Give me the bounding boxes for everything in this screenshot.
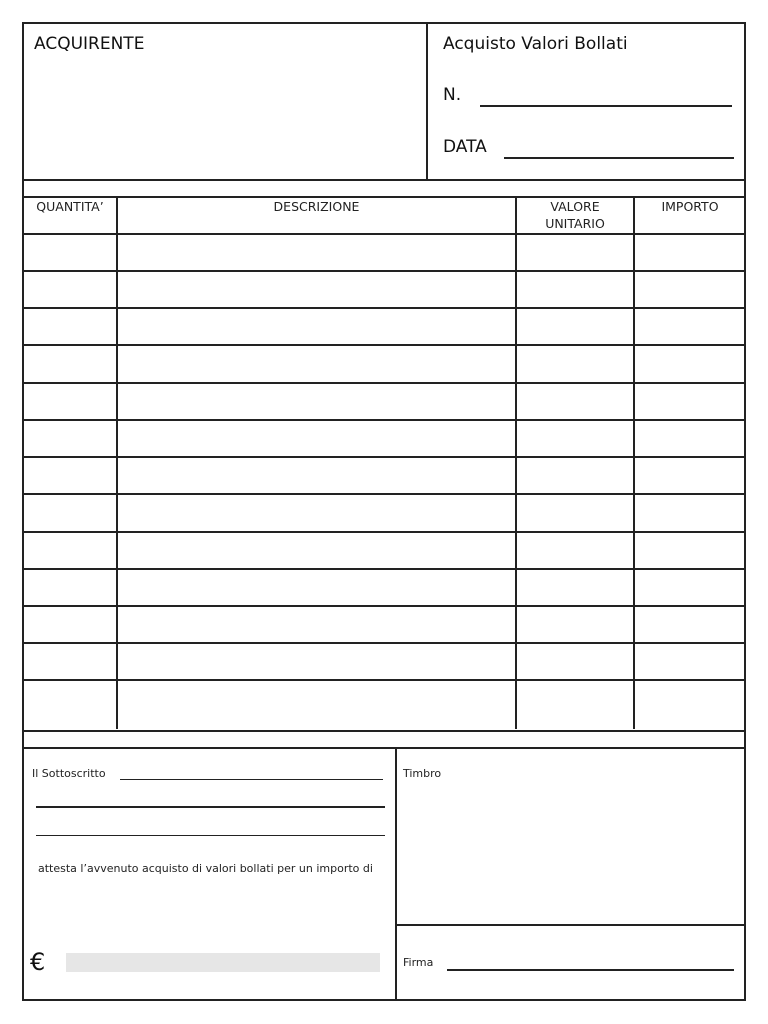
table-cell-importo[interactable] [635,570,745,605]
table-cell-descrizione[interactable] [118,570,515,605]
table-cell-descrizione[interactable] [118,346,515,382]
table-cell-importo[interactable] [635,533,745,568]
undersigned-line-3[interactable] [36,835,385,836]
header-divider [426,22,428,180]
table-cell-descrizione[interactable] [118,421,515,456]
table-cell-descrizione[interactable] [118,644,515,679]
header-separator [22,179,746,181]
table-cell-importo[interactable] [635,309,745,344]
euro-icon: € [30,948,46,976]
table-cell-quantita[interactable] [24,272,116,307]
table-cell-quantita[interactable] [24,384,116,419]
table-cell-importo[interactable] [635,644,745,679]
table-cell-valore-unitario[interactable] [517,533,633,568]
stamp-area[interactable] [397,749,744,924]
table-cell-valore-unitario[interactable] [517,235,633,270]
table-cell-descrizione[interactable] [118,235,515,270]
table-cell-importo[interactable] [635,458,745,493]
table-cell-quantita[interactable] [24,309,116,344]
table-cell-quantita[interactable] [24,235,116,270]
table-cell-quantita[interactable] [24,533,116,568]
form-title: Acquisto Valori Bollati [443,34,628,54]
column-header-quantita: QUANTITA’ [36,199,104,214]
table-cell-quantita[interactable] [24,644,116,679]
table-cell-valore-unitario[interactable] [517,309,633,344]
table-cell-valore-unitario[interactable] [517,346,633,382]
table-cell-importo[interactable] [635,384,745,419]
table-cell-descrizione[interactable] [118,458,515,493]
table-cell-descrizione[interactable] [118,309,515,344]
table-cell-valore-unitario[interactable] [517,607,633,642]
table-cell-valore-unitario[interactable] [517,421,633,456]
stamp-label: Timbro [403,767,442,780]
table-cell-quantita[interactable] [24,346,116,382]
buyer-label: ACQUIRENTE [34,34,145,54]
column-header-valore: VALORE [550,199,600,214]
amount-field[interactable] [66,953,380,972]
table-cell-valore-unitario[interactable] [517,495,633,531]
date-field[interactable] [504,157,734,159]
undersigned-line-2[interactable] [36,806,385,808]
table-cell-valore-unitario[interactable] [517,681,633,729]
table-cell-quantita[interactable] [24,681,116,729]
table-cell-quantita[interactable] [24,607,116,642]
table-cell-quantita[interactable] [24,570,116,605]
table-cell-importo[interactable] [635,421,745,456]
undersigned-name-field[interactable] [120,779,383,780]
table-cell-importo[interactable] [635,681,745,729]
table-cell-importo[interactable] [635,607,745,642]
number-field[interactable] [480,105,732,107]
number-label: N. [443,85,462,105]
table-cell-descrizione[interactable] [118,607,515,642]
table-cell-descrizione[interactable] [118,533,515,568]
table-cell-quantita[interactable] [24,458,116,493]
column-header-descrizione: DESCRIZIONE [273,199,360,214]
table-cell-valore-unitario[interactable] [517,272,633,307]
table-cell-descrizione[interactable] [118,495,515,531]
undersigned-label: Il Sottoscritto [32,767,106,780]
table-cell-importo[interactable] [635,272,745,307]
stamp-separator [395,924,746,926]
table-cell-valore-unitario[interactable] [517,644,633,679]
column-header-unitario: UNITARIO [545,216,605,231]
table-bottom-border [22,730,746,732]
table-cell-quantita[interactable] [24,495,116,531]
table-cell-importo[interactable] [635,235,745,270]
column-header-importo: IMPORTO [661,199,719,214]
table-cell-valore-unitario[interactable] [517,458,633,493]
signature-label: Firma [403,956,434,969]
attestation-text: attesta l’avvenuto acquisto di valori bollati per un importo di [38,862,373,875]
table-cell-valore-unitario[interactable] [517,384,633,419]
table-cell-descrizione[interactable] [118,272,515,307]
table-cell-descrizione[interactable] [118,681,515,729]
signature-field[interactable] [447,969,734,971]
table-cell-valore-unitario[interactable] [517,570,633,605]
table-top-border [22,196,746,198]
table-cell-importo[interactable] [635,495,745,531]
table-cell-descrizione[interactable] [118,384,515,419]
date-label: DATA [443,137,487,157]
table-cell-importo[interactable] [635,346,745,382]
table-cell-quantita[interactable] [24,421,116,456]
